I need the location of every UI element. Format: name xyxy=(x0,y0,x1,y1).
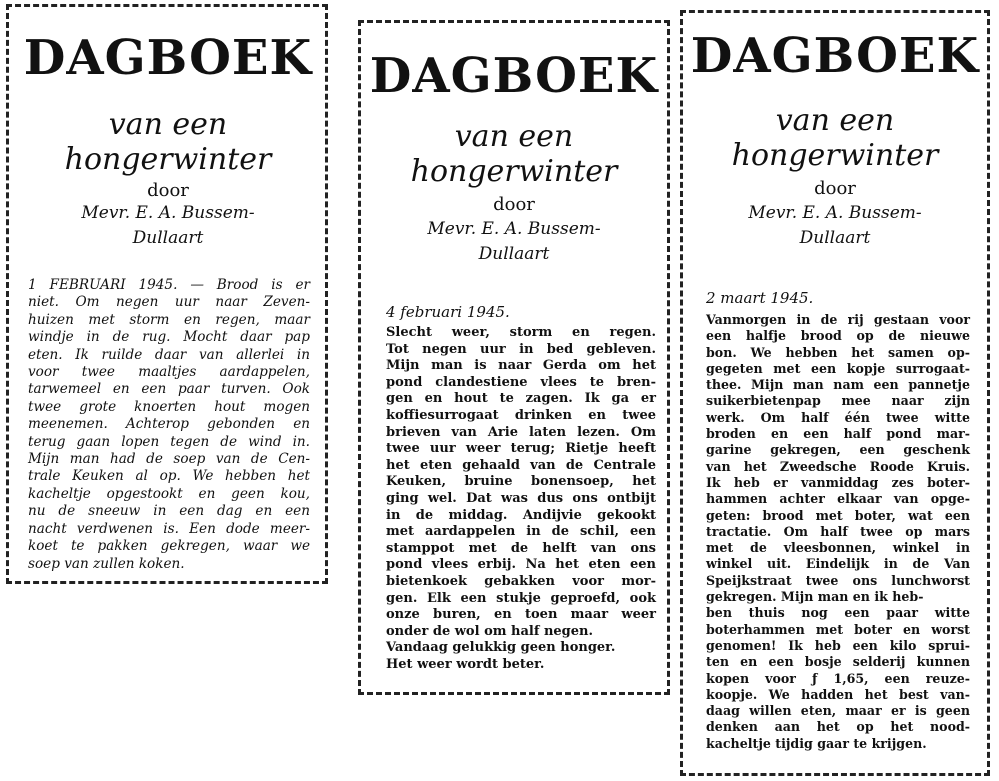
clipping-author-2: Dullaart xyxy=(132,227,204,248)
clipping-author-1: Mevr. E. A. Bussem- xyxy=(748,203,922,224)
text-line: garine gekregen, een geschenk xyxy=(706,442,970,458)
text-line: Vanmorgen in de rij gestaan voor xyxy=(706,312,970,327)
text-line: ten en een bosje selderij kunnen xyxy=(706,654,970,670)
clipping-author-1: Mevr. E. A. Bussem- xyxy=(81,203,255,224)
text-line: onze buren, en toen maar weer xyxy=(386,607,656,623)
text-line: gen en hout te zagen. Ik ga er xyxy=(386,391,656,407)
text-line: Tot negen uur in bed gebleven. xyxy=(386,341,656,357)
clipping-author-1: Mevr. E. A. Bussem- xyxy=(427,219,601,240)
text-line: pond vlees erbij. Na het eten een xyxy=(386,557,656,573)
text-line: kacheltje opgestookt en geen kou, xyxy=(28,485,310,502)
text-line: genomen! Ik heb een kilo sprui- xyxy=(706,637,970,653)
text-line: windje in de rug. Mocht daar pap xyxy=(28,329,310,346)
clipping-title: DAGBOEK xyxy=(23,30,313,86)
clipping-3 xyxy=(680,10,990,776)
text-line: 1 FEBRUARI 1945. — Brood is er xyxy=(28,277,311,293)
text-line: stamppot met de helft van ons xyxy=(386,540,656,556)
text-line: daag willen eten, maar er is geen xyxy=(706,703,970,719)
clipping-subtitle-1: van een xyxy=(108,107,228,142)
text-line: brieven van Arie laten lezen. Om xyxy=(386,424,656,440)
text-line: nacht verdwenen is. Een dode meer- xyxy=(28,520,310,537)
text-line: suikerbietenpap mee naar zijn xyxy=(706,393,970,409)
clipping-subtitle-1: van een xyxy=(775,103,895,138)
text-line: gegeten met een kopje surrogaat- xyxy=(706,360,970,376)
text-line: Speijkstraat twee ons lunchworst xyxy=(706,572,970,588)
text-line: meenemen. Achterop gebonden en xyxy=(28,416,310,433)
text-line: huizen met storm en regen, maar xyxy=(28,311,310,328)
clipping-body xyxy=(386,325,656,673)
text-line: broden en een half pond mar- xyxy=(706,426,970,442)
text-line: bon. We hebben het samen op- xyxy=(706,344,970,360)
text-line: trale Keuken al op. We hebben het xyxy=(28,468,310,485)
text-line: nu de sneeuw in een dag en een xyxy=(28,503,310,520)
text-line: denken aan het op het nood- xyxy=(706,719,970,735)
clipping-subtitle-1: van een xyxy=(454,119,574,154)
text-line: twee uur weer terug; Rietje heeft xyxy=(386,441,656,457)
text-line: van het Zweedsche Roode Kruis. xyxy=(706,458,970,474)
entry-date: 1 FEBRUARI 1945. xyxy=(28,277,178,293)
text-line: het eten gehaald van de Centrale xyxy=(386,457,656,473)
text-line: koet te pakken gekregen, waar we xyxy=(28,538,310,555)
text-line: Ik heb er vanmiddag zes boter- xyxy=(706,474,970,490)
clipping-subtitle-2: hongerwinter xyxy=(64,141,272,177)
clipping-1 xyxy=(6,4,328,584)
text-line: tarwemeel en een paar turven. Ook xyxy=(28,381,310,398)
text-line: eten. Ik ruilde daar van allerlei in xyxy=(28,346,310,363)
text-line: koopje. We hadden het best van- xyxy=(706,686,970,702)
text-line: gen. Elk een stukje geproefd, ook xyxy=(386,590,656,606)
clipping-title: DAGBOEK xyxy=(369,48,659,104)
text-line: Vandaag gelukkig geen honger. xyxy=(386,640,616,656)
text-line: met de vleesbonnen, winkel in xyxy=(706,540,970,556)
text-line: boterhammen met boter en worst xyxy=(706,621,970,637)
text-line: niet. Om negen uur naar Zeven- xyxy=(28,294,310,311)
text-line: in de middag. Andijvie gekookt xyxy=(386,507,656,523)
text-line: tractatie. Om half twee op mars xyxy=(706,523,970,539)
text-line: onder de wol om half negen. xyxy=(386,623,594,639)
text-line: voor twee maaltjes aardappelen, xyxy=(28,364,310,381)
clipping-byline: door xyxy=(493,193,535,215)
entry-date: 4 februari 1945. xyxy=(386,303,510,321)
clipping-2 xyxy=(358,20,670,695)
text-line: terug gaan lopen tegen de wind in. xyxy=(28,433,310,450)
clipping-byline: door xyxy=(814,177,856,199)
text-line: kacheltje tijdig gaar te krijgen. xyxy=(706,735,927,751)
clipping-byline: door xyxy=(147,179,189,201)
clipping-body xyxy=(28,277,310,573)
clipping-subtitle-2: hongerwinter xyxy=(410,153,618,189)
clipping-author-2: Dullaart xyxy=(799,227,871,248)
text-line: Het weer wordt beter. xyxy=(386,656,545,672)
text-line: Slecht weer, storm en regen. xyxy=(386,325,656,340)
text-line: soep van zullen koken. xyxy=(28,555,185,572)
clipping-author-2: Dullaart xyxy=(478,243,550,264)
text-line: thee. Mijn man nam een pannetje xyxy=(706,377,970,393)
text-line: kopen voor ƒ 1,65, een reuze- xyxy=(706,670,970,686)
text-line: Keuken, bruine bonensoep, het xyxy=(386,474,656,490)
text-line: geten: brood met boter, wat een xyxy=(706,507,970,523)
text-line: winkel uit. Eindelijk in de Van xyxy=(706,556,970,572)
entry-date: 2 maart 1945. xyxy=(706,289,814,307)
text-line: Mijn man had de soep van de Cen- xyxy=(28,451,310,468)
text-line: pond clandestiene vlees te bren- xyxy=(386,374,656,390)
text-line: een halfje brood op de nieuwe xyxy=(706,328,970,344)
text-line: werk. Om half één twee witte xyxy=(706,409,970,425)
clipping-body xyxy=(706,312,970,752)
text-line: gekregen. Mijn man en ik heb- xyxy=(706,589,924,605)
text-line: twee grote knoerten hout mogen xyxy=(28,398,310,415)
text-line: bietenkoek gebakken voor mor- xyxy=(386,573,656,589)
text-line: Mijn man is naar Gerda om het xyxy=(386,358,656,374)
text-line: met aardappelen in de schil, een xyxy=(386,524,656,540)
text-line: ben thuis nog een paar witte xyxy=(706,605,970,621)
text-line: koffiesurrogaat drinken en twee xyxy=(386,407,656,423)
text-line: ging wel. Dat was dus ons ontbijt xyxy=(386,490,656,506)
clipping-title: DAGBOEK xyxy=(690,28,980,84)
clipping-subtitle-2: hongerwinter xyxy=(731,137,939,173)
text-line: hammen achter elkaar van opge- xyxy=(706,491,970,507)
